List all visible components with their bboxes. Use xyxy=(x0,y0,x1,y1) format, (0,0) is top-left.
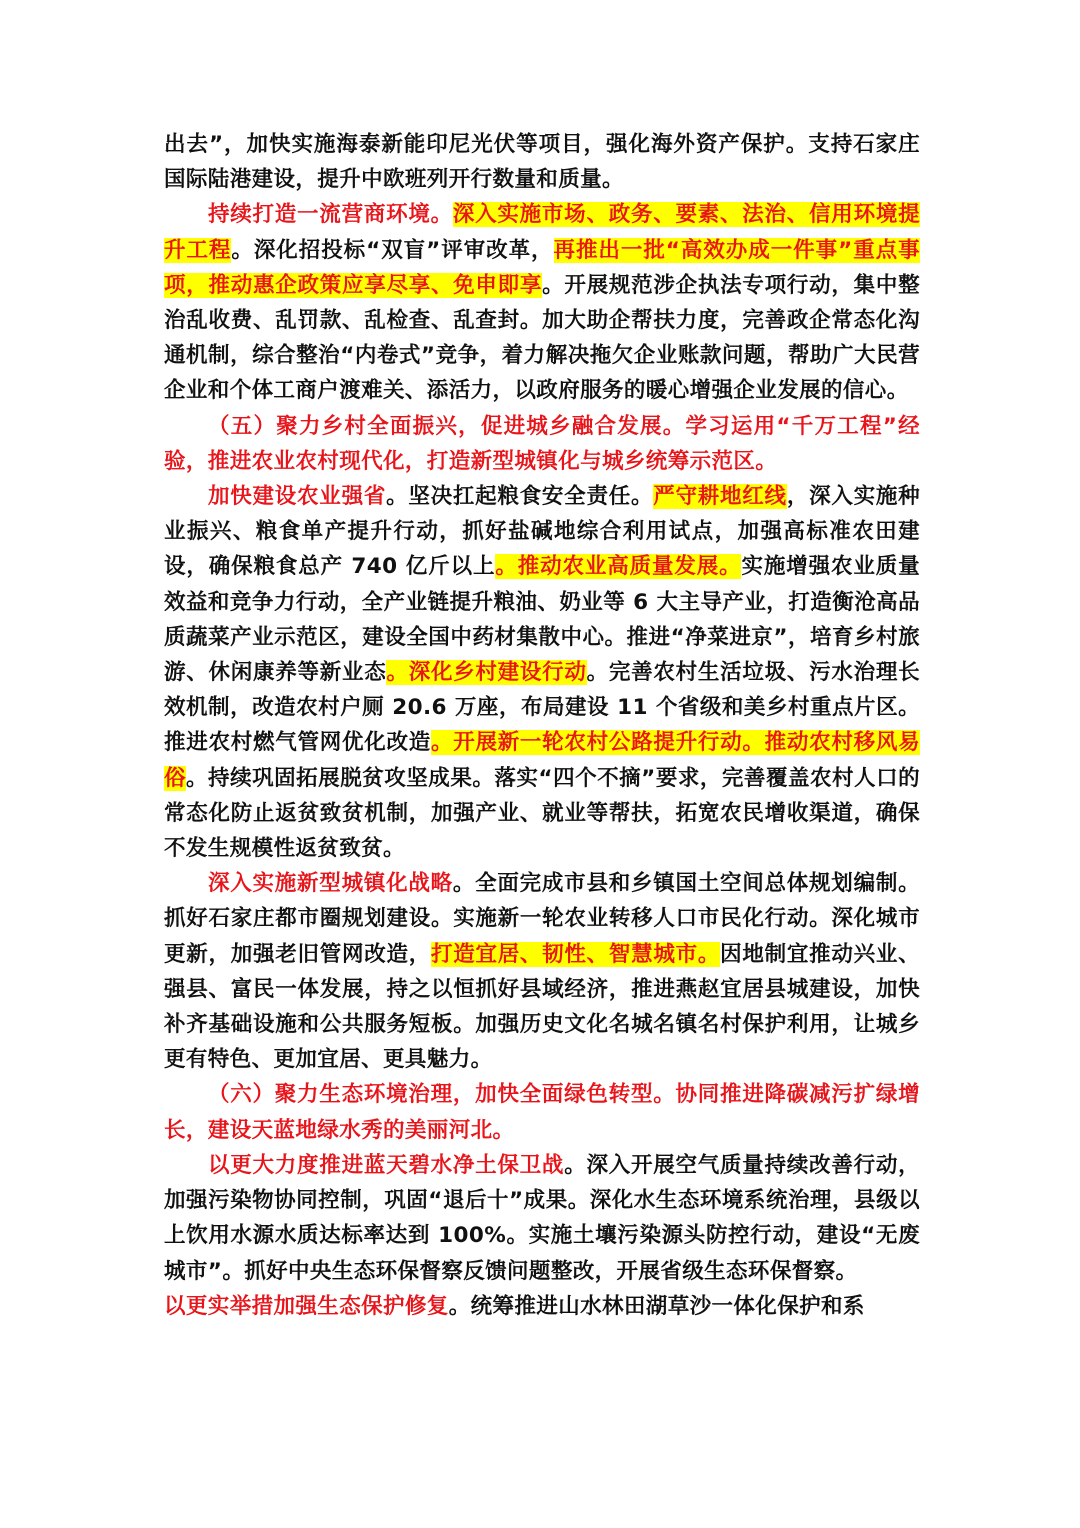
emphasis-text: （六）聚力生态环境治理，加快全面绿色转型。协同推进降碳减污扩绿增长，建设天蓝地绿水秀的美丽河北。 xyxy=(164,1082,920,1143)
highlighted-text: 打造宜居、韧性、智慧城市。 xyxy=(430,941,721,967)
paragraph xyxy=(164,866,920,1077)
emphasis-text: 以更大力度推进蓝天碧水净土保卫战 xyxy=(208,1152,565,1178)
paragraph xyxy=(164,1148,920,1289)
text-segment: ，深入实施种业振兴、粮食单产提升行动，抓好盐碱地综合利用试点，加强高标准农田建设，确保粮食总产 740 亿斤以上 xyxy=(164,484,921,580)
highlighted-text: 严守耕地红线 xyxy=(653,484,787,510)
text-segment: 出去”，加快实施海泰新能印尼光伏等项目，强化海外资产保护。支持石家庄国际陆港建设，提升中欧班列开行数量和质量。 xyxy=(164,132,920,193)
paragraph xyxy=(164,127,920,197)
text-segment: 。完善农村生活垃圾、污水治理长效机制，改造农村户厕 20.6 万座，布局建设 11 个省级和美乡村重点片区。推进农村燃气管网优化改造 xyxy=(164,660,920,756)
text-segment: 因地制宜推动兴业、强县、富民一体发展，持之以恒抓好县域经济，推进燕赵宜居县城建设，加快补齐基础设施和公共服务短板。加强历史文化名城名镇名村保护利用，让城乡更有特色、更加宜居、更具魅力。 xyxy=(164,941,920,1073)
highlighted-text: 深入实施市场、政务、要素、法治、信用环境提升工程 xyxy=(164,202,920,263)
highlighted-text: 再推出一批“高效办成一件事”重点事项，推动惠企政策应享尽享、免申即享 xyxy=(164,237,921,298)
paragraph xyxy=(164,197,920,408)
text-segment: 。坚决扛起粮食安全责任。 xyxy=(386,484,654,510)
emphasis-text: （五）聚力乡村全面振兴，促进城乡融合发展。学习运用“千万工程”经验，推进农业农村现代化，打造新型城镇化与城乡统筹示范区。 xyxy=(164,413,920,474)
highlighted-text: 。开展新一轮农村公路提升行动。推动农村移风易俗 xyxy=(164,730,920,791)
paragraph xyxy=(164,1077,920,1147)
text-segment: 实施增强农业质量效益和竞争力行动，全产业链提升粮油、奶业等 6 大主导产业，打造衡沧高品质蔬菜产业示范区，建设全国中药材集散中心。推进“净菜进京”，培育乡村旅游、休闲康养等新业态 xyxy=(164,554,921,686)
emphasis-text: 深入实施新型城镇化战略 xyxy=(208,871,453,897)
text-segment: 。开展规范涉企执法专项行动，集中整治乱收费、乱罚款、乱检查、乱查封。加大助企帮扶力度，完善政企常态化沟通机制，综合整治“内卷式”竞争，着力解决拖欠企业账款问题，帮助广大民营企业和个体工商户渡难关、添活力，以政府服务的暖心增强企业发展的信心。 xyxy=(164,272,920,404)
emphasis-text: 加快建设农业强省 xyxy=(208,484,387,510)
text-segment: 。深化招投标“双盲”评审改革， xyxy=(231,237,554,263)
text-segment: 。持续巩固拓展脱贫攻坚成果。落实“四个不摘”要求，完善覆盖农村人口的常态化防止返贫致贫机制，加强产业、就业等帮扶，拓宽农民增收渠道，确保不发生规模性返贫致贫。 xyxy=(164,765,920,862)
text-segment: 。全面完成市县和乡镇国土空间总体规划编制。抓好石家庄都市圈规划建设。实施新一轮农业转移人口市民化行动。深化城市更新，加强老旧管网改造， xyxy=(164,871,920,967)
paragraph xyxy=(164,409,920,479)
text-segment: 。统筹推进山水林田湖草沙一体化保护和系 xyxy=(448,1293,865,1319)
highlighted-text: 。推动农业高质量发展。 xyxy=(495,554,742,580)
paragraph xyxy=(164,1289,920,1324)
highlighted-text: 。深化乡村建设行动 xyxy=(386,660,587,686)
emphasis-text: 持续打造一流营商环境。 xyxy=(208,202,453,228)
text-segment: 。深入开展空气质量持续改善行动，加强污染物协同控制，巩固“退后十”成果。深化水生态环境系统治理，县级以上饮用水源水质达标率达到 100%。实施土壤污染源头防控行动，建设“无废城市”。抓好中央生态环保督察反馈问题整改，开展省级生态环保督察。 xyxy=(164,1152,921,1284)
emphasis-text: 以更实举措加强生态保护修复 xyxy=(164,1293,449,1319)
paragraph xyxy=(164,479,920,866)
